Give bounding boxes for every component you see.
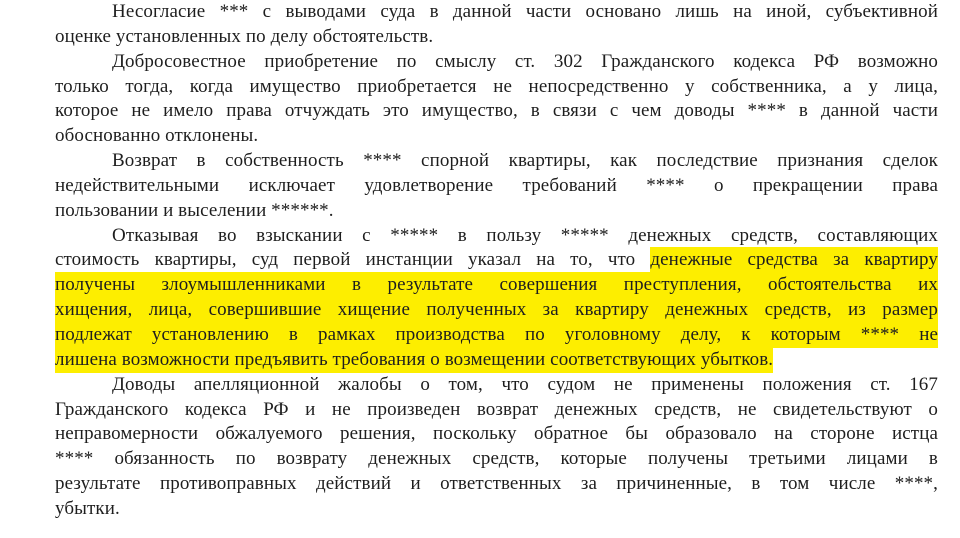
text-line <box>55 25 938 50</box>
line-text: Гражданского кодекса РФ и не произведен возврат денежных средств, не свидетельствуют о <box>55 398 938 420</box>
text-line <box>55 0 938 25</box>
line-text: пользовании и выселении ******. <box>55 199 334 221</box>
text-line <box>55 298 938 323</box>
text-line <box>55 199 938 224</box>
line-text: недействительными исключает удовлетворение требований **** о прекращении права <box>55 174 938 196</box>
highlighted-text: получены злоумышленниками в результате совершения преступления, обстоятельства их <box>55 272 938 298</box>
text-line <box>55 99 938 124</box>
text-line <box>55 124 938 149</box>
line-text: неправомерности обжалуемого решения, поскольку обратное бы образовало на стороне истца <box>55 423 938 445</box>
line-text: Несогласие *** с выводами суда в данной части основано лишь на иной, субъективной <box>112 1 938 22</box>
line-text: стоимость квартиры, суд первой инстанции указал на то, что <box>55 249 651 271</box>
line-text: которое не имело права отчуждать это имущество, в связи с чем доводы **** в данной части <box>55 100 938 122</box>
text-line <box>55 373 938 398</box>
line-text: Возврат в собственность **** спорной квартиры, как последствие признания сделок <box>112 150 938 172</box>
line-text: Добросовестное приобретение по смыслу ст. 302 Гражданского кодекса РФ возможно <box>112 50 938 72</box>
line-text: результате противоправных действий и ответственных за причиненные, в том числе ****, <box>55 473 938 495</box>
line-text: оценке установленных по делу обстоятельств. <box>55 25 434 47</box>
highlighted-text: лишена возможности предъявить требования о возмещении соответствующих убытков. <box>55 347 773 373</box>
highlighted-text: хищения, лица, совершившие хищение полученных за квартиру денежных средств, из размер <box>55 297 938 323</box>
line-text: только тогда, когда имущество приобретается не непосредственно у собственника, а у лица, <box>55 75 938 97</box>
text-line <box>55 497 938 522</box>
line-text: Отказывая во взыскании с ***** в пользу ***** денежных средств, составляющих <box>112 224 938 246</box>
text-line <box>55 174 938 199</box>
line-text: убытки. <box>55 497 120 519</box>
text-line <box>55 447 938 472</box>
text-line <box>55 50 938 75</box>
highlighted-text: подлежат установлению в рамках производства по уголовному делу, к которым **** не <box>55 322 938 348</box>
line-text: обоснованно отклонены. <box>55 125 259 147</box>
text-line <box>55 149 938 174</box>
text-line <box>55 224 938 249</box>
text-line <box>55 75 938 100</box>
text-line <box>55 422 938 447</box>
line-text: Доводы апелляционной жалобы о том, что судом не применены положения ст. 167 <box>112 373 938 395</box>
highlighted-text: денежные средства за квартиру <box>650 247 938 273</box>
line-text: **** обязанность по возврату денежных средств, которые получены третьими лицами в <box>55 448 938 470</box>
text-line <box>55 398 938 423</box>
text-line <box>55 348 938 373</box>
text-line <box>55 323 938 348</box>
text-line <box>55 472 938 497</box>
text-line <box>55 273 938 298</box>
text-line <box>55 248 938 273</box>
